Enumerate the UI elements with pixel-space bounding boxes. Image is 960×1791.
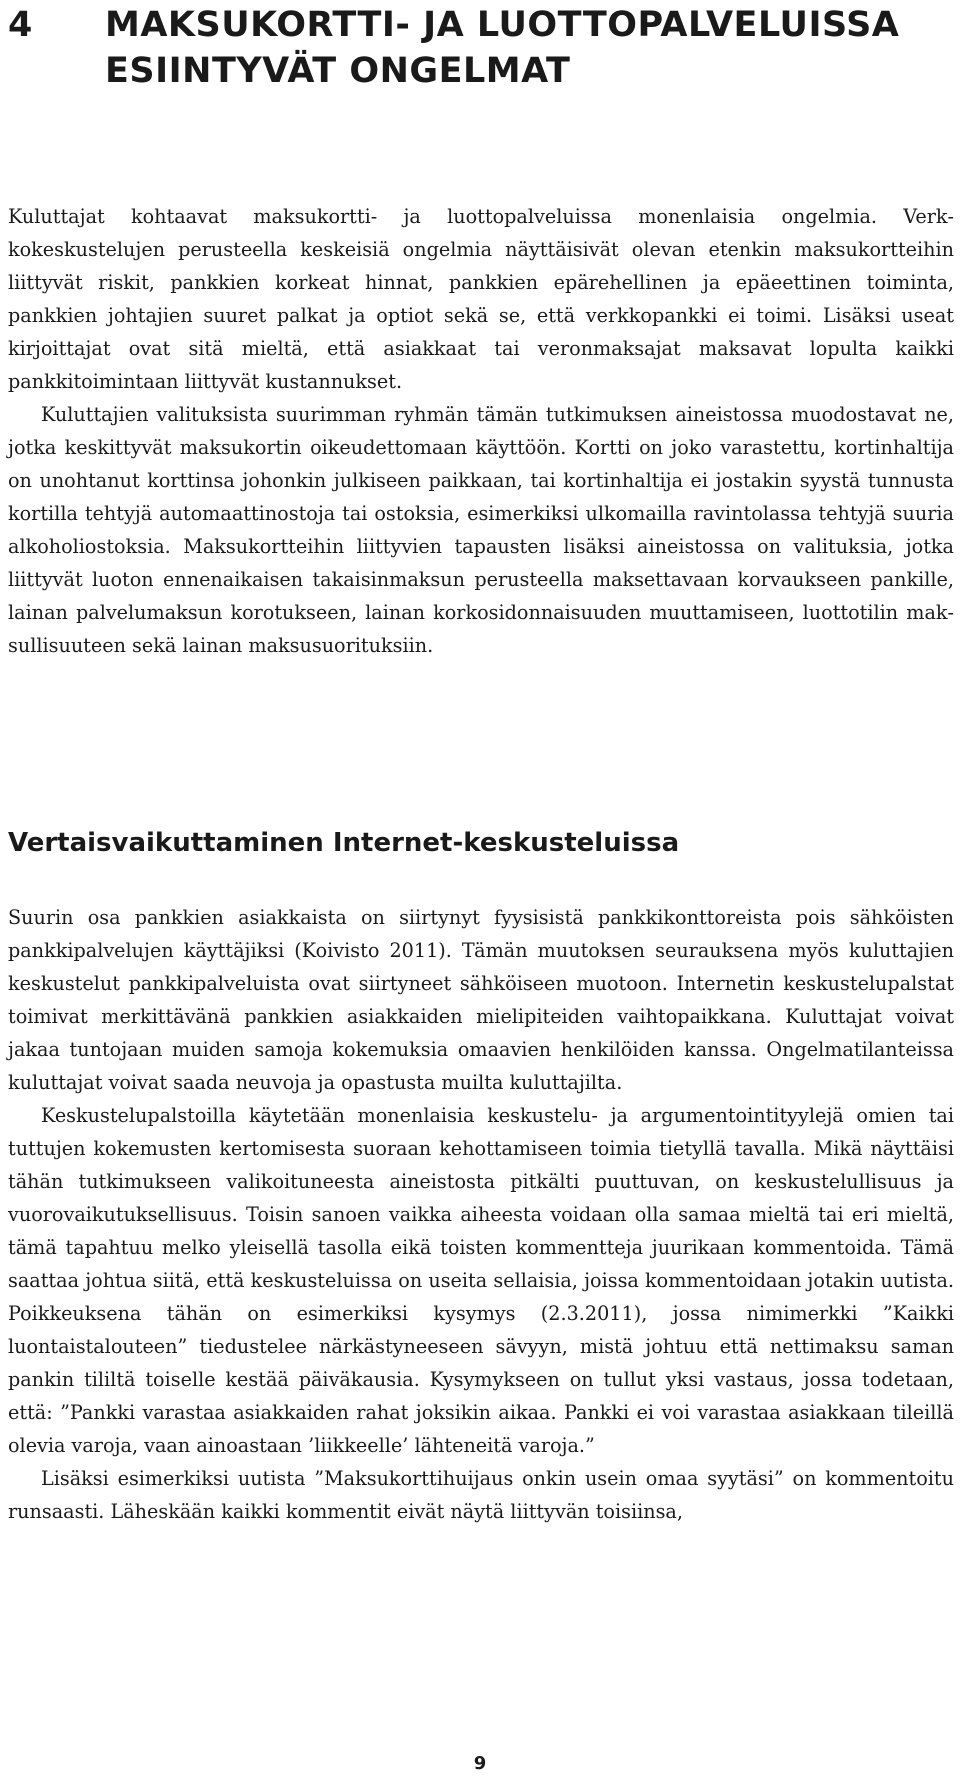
section-heading: Vertaisvaikuttaminen Internet-keskusteluissa — [8, 828, 680, 858]
chapter-title: MAKSUKORTTI- JA LUOTTOPALVELUISSA ESIINTYVÄT ONGELMAT — [105, 5, 900, 91]
page-number: 9 — [473, 1753, 487, 1774]
chapter-heading — [8, 2, 948, 94]
paragraph: Kuluttajien valituksista suurimman ryhmän tämän tutkimuksen aineistossa muodostavat ne, jotka keskittyvät maksukortin oikeudettomaan käyttöön. Kortti on joko varastettu, kortinhaltija on unohtanut korttinsa johonkin julkiseen paikkaan, tai kortinhaltija ei jostakin syystä tunnusta kortilla tehtyjä automaattinostoja tai ostoksia, esimerkiksi ulkomailla ravintolassa tehtyjä suuria alkoholiostoksia. Maksukortteihin liittyvien tapausten lisäksi aineistossa on valituksia, jotka liittyvät luoton ennenaikaisen takaisinmaksun perusteella maksettavaan korvaukseen pankille, lainan palvelumaksun korotukseen, lainan korkosidonnaisuuden muuttamiseen, luottotilin maksullisuuteen sekä lainan maksusuorituksiin. — [8, 403, 954, 657]
paragraph: Kuluttajat kohtaavat maksukortti- ja luottopalveluissa monenlaisia ongelmia. Verkkokeskustelujen perusteella keskeisiä ongelmia näyttäisivät olevan etenkin maksukortteihin liittyvät riskit, pankkien korkeat hinnat, pankkien epärehellinen ja epäeettinen toiminta, pankkien johtajien suuret palkat ja optiot sekä se, että verkkopankki ei toimi. Lisäksi useat kirjoittajat ovat sitä mieltä, että asiakkaat tai veronmaksajat maksavat lopulta kaikki pankkitoimintaan liittyvät kustannukset. — [8, 205, 954, 393]
paragraph: Lisäksi esimerkiksi uutista ”Maksukorttihuijaus onkin usein omaa syytäsi” on kommentoitu runsaasti. Läheskään kaikki kommentit eivät näytä liittyvän toisiinsa, — [8, 1467, 954, 1523]
paragraph: Keskustelupalstoilla käytetään monenlaisia keskustelu- ja argumentointityylejä omien tai tuttujen kokemusten kertomisesta suoraan kehottamiseen toimia tietyllä tavalla. Mikä näyttäisi tähän tutkimukseen valikoituneesta aineistosta pitkälti puuttuvan, on keskustelullisuus ja vuorovaikutuksellisuus. Toisin sanoen vaikka aiheesta voidaan olla samaa mieltä tai eri mieltä, tämä tapahtuu melko yleisellä tasolla eikä toisten kommentteja juurikaan kommentoida. Tämä saattaa johtua siitä, että keskusteluissa on useita sellaisia, joissa kommentoidaan jotakin uutista. Poikkeuksena tähän on esimerkiksi kysymys (2.3.2011), jossa nimimerkki ”Kaikki luontaistalouteen” tiedustelee närkästyneeseen sävyyn, mistä johtuu että nettimaksu saman pankin tililtä toiselle kestää päiväkausia. Kysymykseen on tullut yksi vastaus, jossa todetaan, että: ”Pankki varastaa asiakkaiden rahat joksikin aikaa. Pankki ei voi varastaa asiakkaan tileillä olevia varoja, vaan ainoastaan ’liikkeelle’ lähteneitä varoja.” — [8, 1104, 954, 1457]
chapter-number: 4 — [8, 5, 33, 45]
paragraph: Suurin osa pankkien asiakkaista on siirtynyt fyysisistä pankkikonttoreista pois sähköisten pankkipalvelujen käyttäjiksi (Koivisto 2011). Tämän muutoksen seurauksena myös kuluttajien keskustelut pankkipalveluista ovat siirtyneet sähköiseen muotoon. Internetin keskustelupalstat toimivat merkittävänä pankkien asiakkaiden mielipiteiden vaihtopaikkana. Kuluttajat voivat jakaa tuntojaan muiden samoja kokemuksia omaavien henkilöiden kanssa. Ongelmatilanteissa kuluttajat voivat saada neuvoja ja opastusta muilta kuluttajilta. — [8, 906, 954, 1094]
section-body-peer-influence — [8, 901, 954, 1528]
section-body-intro — [8, 200, 954, 662]
